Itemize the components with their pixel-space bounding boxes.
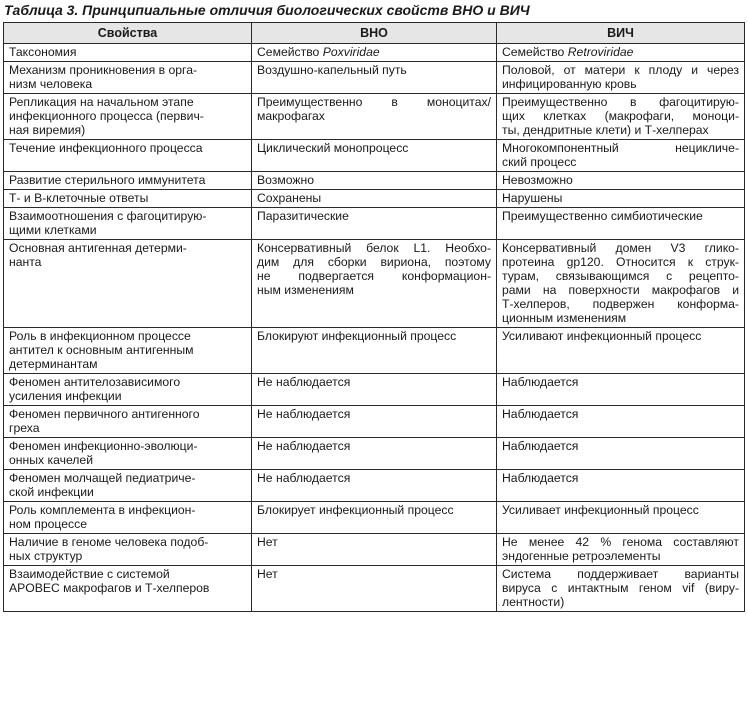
cell-line: Феномен антителозависимого (9, 375, 181, 389)
cell-line: Наличие в геноме человека подоб- (9, 535, 209, 549)
table-caption: Таблица 3. Принципиальные отличия биологических свойств ВНО и ВИЧ (4, 2, 530, 18)
table-body (4, 44, 745, 612)
table-row (4, 140, 745, 172)
vno-cell (252, 566, 497, 612)
hiv-cell (497, 172, 745, 190)
cell-line: ты, дендритные клети) и Т-хелперах (502, 123, 709, 137)
cell-line: Течение инфекционного процесса (9, 141, 203, 155)
cell-line: Консервативный домен V3 глико- (502, 241, 739, 255)
cell-line: Взаимодействие с системой (9, 567, 170, 581)
cell-line: Не наблюдается (257, 375, 351, 389)
cell-line: дим для сборки вириона, поэтому (257, 255, 491, 269)
hiv-cell (497, 438, 745, 470)
column-header-properties: Свойства (4, 23, 252, 44)
cell-line: Роль в инфекционном процессе (9, 329, 191, 343)
table-row (4, 62, 745, 94)
cell-line: Паразитические (257, 209, 349, 223)
vno-cell (252, 44, 497, 62)
cell-line: ский процесс (502, 155, 577, 169)
table-row (4, 534, 745, 566)
hiv-cell (497, 44, 745, 62)
cell-line: Преимущественно в моноцитах/ (257, 95, 491, 109)
cell-line: Феномен первичного антигенного (9, 407, 200, 421)
cell-line: Наблюдается (502, 471, 579, 485)
cell-text: Семейство (502, 45, 568, 59)
vno-cell (252, 140, 497, 172)
cell-line: Воздушно-капельный путь (257, 63, 407, 77)
taxon-name: Poxviridae (322, 45, 380, 59)
cell-line: Консервативный белок L1. Необхо- (257, 241, 491, 255)
cell-line: Преимущественно симбиотические (502, 209, 703, 223)
cell-line: макрофагах (257, 109, 325, 123)
cell-line: Т- и В-клеточные ответы (9, 191, 149, 205)
property-cell (4, 566, 252, 612)
property-cell (4, 190, 252, 208)
cell-line: Усиливает инфекционный процесс (502, 503, 699, 517)
property-cell (4, 62, 252, 94)
table-row (4, 470, 745, 502)
cell-line: протеина gp120. Относится к струк- (502, 255, 739, 269)
table-row (4, 502, 745, 534)
cell-line: антител к основным антигенным (9, 343, 194, 357)
vno-cell (252, 502, 497, 534)
hiv-cell (497, 502, 745, 534)
cell-text: Таксономия (9, 45, 77, 59)
vno-cell (252, 328, 497, 374)
hiv-cell (497, 328, 745, 374)
cell-line: Репликация на начальном этапе (9, 95, 194, 109)
cell-line: Роль комплемента в инфекцион- (9, 503, 196, 517)
table-row (4, 374, 745, 406)
hiv-cell (497, 208, 745, 240)
cell-line: Не наблюдается (257, 471, 351, 485)
cell-line: ным изменениям (257, 283, 354, 297)
cell-line: греха (9, 421, 40, 435)
vno-cell (252, 470, 497, 502)
cell-line: Невозможно (502, 173, 573, 187)
cell-line: Циклический монопроцесс (257, 141, 409, 155)
cell-line: Основная антигенная детерми- (9, 241, 187, 255)
cell-line: ном процессе (9, 517, 88, 531)
cell-line: ная виремия) (9, 123, 86, 137)
cell-line: Наблюдается (502, 407, 579, 421)
hiv-cell (497, 406, 745, 438)
property-cell (4, 534, 252, 566)
vno-cell (252, 190, 497, 208)
cell-line: ской инфекции (9, 485, 94, 499)
hiv-cell (497, 62, 745, 94)
table-row (4, 172, 745, 190)
cell-line: рами на поверхности макрофагов и (502, 283, 739, 297)
cell-line: Не менее 42 % генома составляют (502, 535, 739, 549)
cell-line: не подвергается конформацион- (257, 269, 491, 283)
cell-line: Не наблюдается (257, 407, 351, 421)
cell-line: Система поддерживает варианты (502, 567, 739, 581)
cell-line: онных качелей (9, 453, 94, 467)
property-cell (4, 44, 252, 62)
hiv-cell (497, 240, 745, 328)
hiv-cell (497, 374, 745, 406)
table-row (4, 240, 745, 328)
vno-cell (252, 62, 497, 94)
cell-line: инфицированную кровь (502, 77, 637, 91)
vno-cell (252, 374, 497, 406)
column-header-hiv: ВИЧ (497, 23, 745, 44)
hiv-cell (497, 190, 745, 208)
property-cell (4, 208, 252, 240)
vno-cell (252, 240, 497, 328)
cell-line: Феномен инфекционно-эволюци- (9, 439, 198, 453)
cell-line: нанта (9, 255, 42, 269)
table-row (4, 406, 745, 438)
table-row (4, 190, 745, 208)
cell-line: вируса с интактным геном vif (виру- (502, 581, 739, 595)
table-row (4, 44, 745, 62)
cell-line: эндогенные ретроэлементы (502, 549, 661, 563)
table-row (4, 566, 745, 612)
property-cell (4, 470, 252, 502)
table-row (4, 328, 745, 374)
cell-line: Феномен молчащей педиатриче- (9, 471, 196, 485)
cell-line: Усиливают инфекционный процесс (502, 329, 702, 343)
cell-line: APOBEC макрофагов и Т-хелперов (9, 581, 210, 595)
cell-line: Половой, от матери к плоду и через (502, 63, 739, 77)
vno-cell (252, 406, 497, 438)
cell-line: Нет (257, 567, 278, 581)
cell-line: Развитие стерильного иммунитета (9, 173, 206, 187)
cell-line: Взаимоотношения с фагоцитирую- (9, 209, 207, 223)
hiv-cell (497, 534, 745, 566)
cell-line: Нет (257, 535, 278, 549)
hiv-cell (497, 566, 745, 612)
table-header-row (4, 23, 745, 44)
cell-line: инфекционного процесса (первич- (9, 109, 204, 123)
table-row (4, 208, 745, 240)
cell-line: щих клетках (макрофаги, моноци- (502, 109, 739, 123)
cell-line: Механизм проникновения в орга- (9, 63, 198, 77)
cell-line: Наблюдается (502, 439, 579, 453)
vno-cell (252, 438, 497, 470)
comparison-table (3, 22, 745, 612)
cell-line: турам, связывающимся с рецепто- (502, 269, 739, 283)
cell-line: щими клетками (9, 223, 97, 237)
property-cell (4, 94, 252, 140)
cell-line: ных структур (9, 549, 83, 563)
cell-line: низм человека (9, 77, 93, 91)
cell-text: Семейство (257, 45, 323, 59)
property-cell (4, 328, 252, 374)
cell-line: Преимущественно в фагоцитирую- (502, 95, 739, 109)
cell-line: Нарушены (502, 191, 563, 205)
vno-cell (252, 172, 497, 190)
property-cell (4, 240, 252, 328)
hiv-cell (497, 470, 745, 502)
vno-cell (252, 208, 497, 240)
property-cell (4, 502, 252, 534)
cell-line: детерминантам (9, 357, 98, 371)
property-cell (4, 374, 252, 406)
property-cell (4, 172, 252, 190)
table-row (4, 438, 745, 470)
cell-line: усиления инфекции (9, 389, 122, 403)
cell-line: ционным изменениям (502, 311, 627, 325)
taxon-name: Retroviridae (567, 45, 634, 59)
cell-line: Блокируют инфекционный процесс (257, 329, 457, 343)
cell-line: Не наблюдается (257, 439, 351, 453)
hiv-cell (497, 140, 745, 172)
hiv-cell (497, 94, 745, 140)
cell-line: Т-хелперов, подвержен конформа- (502, 297, 739, 311)
vno-cell (252, 534, 497, 566)
property-cell (4, 406, 252, 438)
column-header-vno: ВНО (252, 23, 497, 44)
cell-line: Многокомпонентный нецикличе- (502, 141, 739, 155)
property-cell (4, 140, 252, 172)
table-row (4, 94, 745, 140)
vno-cell (252, 94, 497, 140)
cell-line: лентности) (502, 595, 565, 609)
cell-line: Блокирует инфекционный процесс (257, 503, 454, 517)
cell-line: Наблюдается (502, 375, 579, 389)
cell-line: Сохранены (257, 191, 322, 205)
property-cell (4, 438, 252, 470)
cell-line: Возможно (257, 173, 315, 187)
